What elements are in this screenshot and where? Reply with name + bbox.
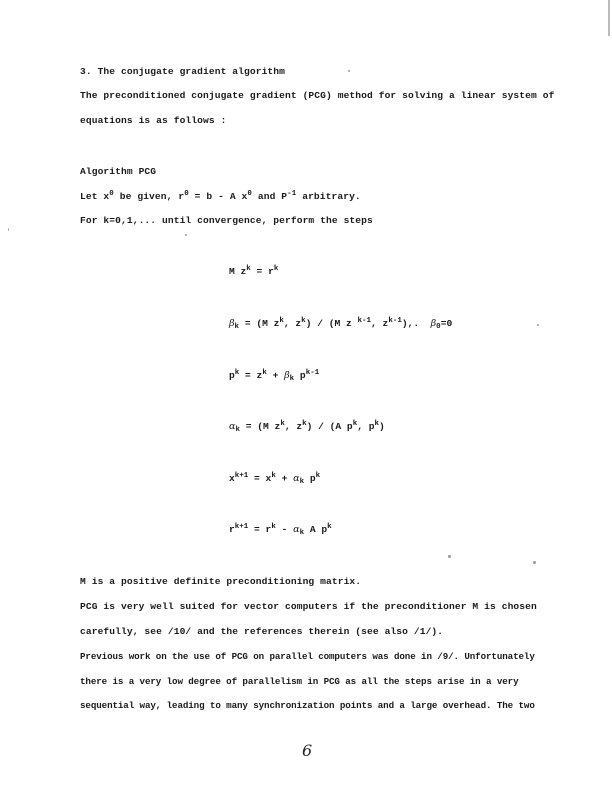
scan-speck [537,324,539,326]
page-number: 6 [302,741,313,760]
equation-solve-precond: M $z^k = r^k$ [229,265,279,277]
body-paragraph-3-line-2: there is a very low degree of parallelism in PCG as all the steps arise in a very [80,676,519,687]
equation-x-update: $x^{k+1} = x^k + \alpha_k$ $p^k$ [229,472,321,486]
body-paragraph-2-line-1: PCG is very well suited for vector computers if the preconditioner M is chosen [80,601,537,612]
body-paragraph-3-line-3: sequential way, leading to many synchronization points and a large overhead. The two [80,700,535,711]
body-paragraph-2-line-2: carefully, see /10/ and the references therein (see also /1/). [80,626,444,637]
scan-speck [185,234,187,236]
equation-direction: $p^k = z^k + \beta_k$ $p^{k-1}$ [229,369,320,383]
scan-speck [8,228,9,231]
equation-alpha: $\alpha_k = (M$ $z^k$, $z^k) / (A$ $p^k$, $p^k$) [229,420,385,434]
scan-speck [448,555,451,558]
scan-edge-mark [608,0,610,36]
body-paragraph-1: M is a positive definite preconditioning matrix. [80,576,362,587]
algorithm-title: Algorithm PCG [80,166,157,177]
section-heading: 3. The conjugate gradient algorithm [80,66,286,77]
scan-speck [348,70,350,72]
body-paragraph-3-line-1: Previous work on the use of PCG on parallel computers was done in /9/. Unfortunately [80,651,535,662]
algorithm-loop-line: For k=0,1,... until convergence, perform the steps [80,215,373,226]
algorithm-given-line: Let $x^0$ be given, $r^0 = b - A$ $x^0$ and $P^{-1}$ arbitrary. [80,190,361,202]
intro-line-2: equations is as follows : [80,115,227,126]
intro-line-1: The preconditioned conjugate gradient (PCG) method for solving a linear system of [80,90,555,101]
equation-r-update: $r^{k+1} = r^k - \alpha_k$ A $p^k$ [229,523,332,537]
scan-speck [533,561,536,564]
equation-beta: $\beta_k = (M$ $z^k$, $z^k) / (M$ z $^{k-1}$, $z^{k-1}$),. $\beta_0=0$ [229,317,453,331]
